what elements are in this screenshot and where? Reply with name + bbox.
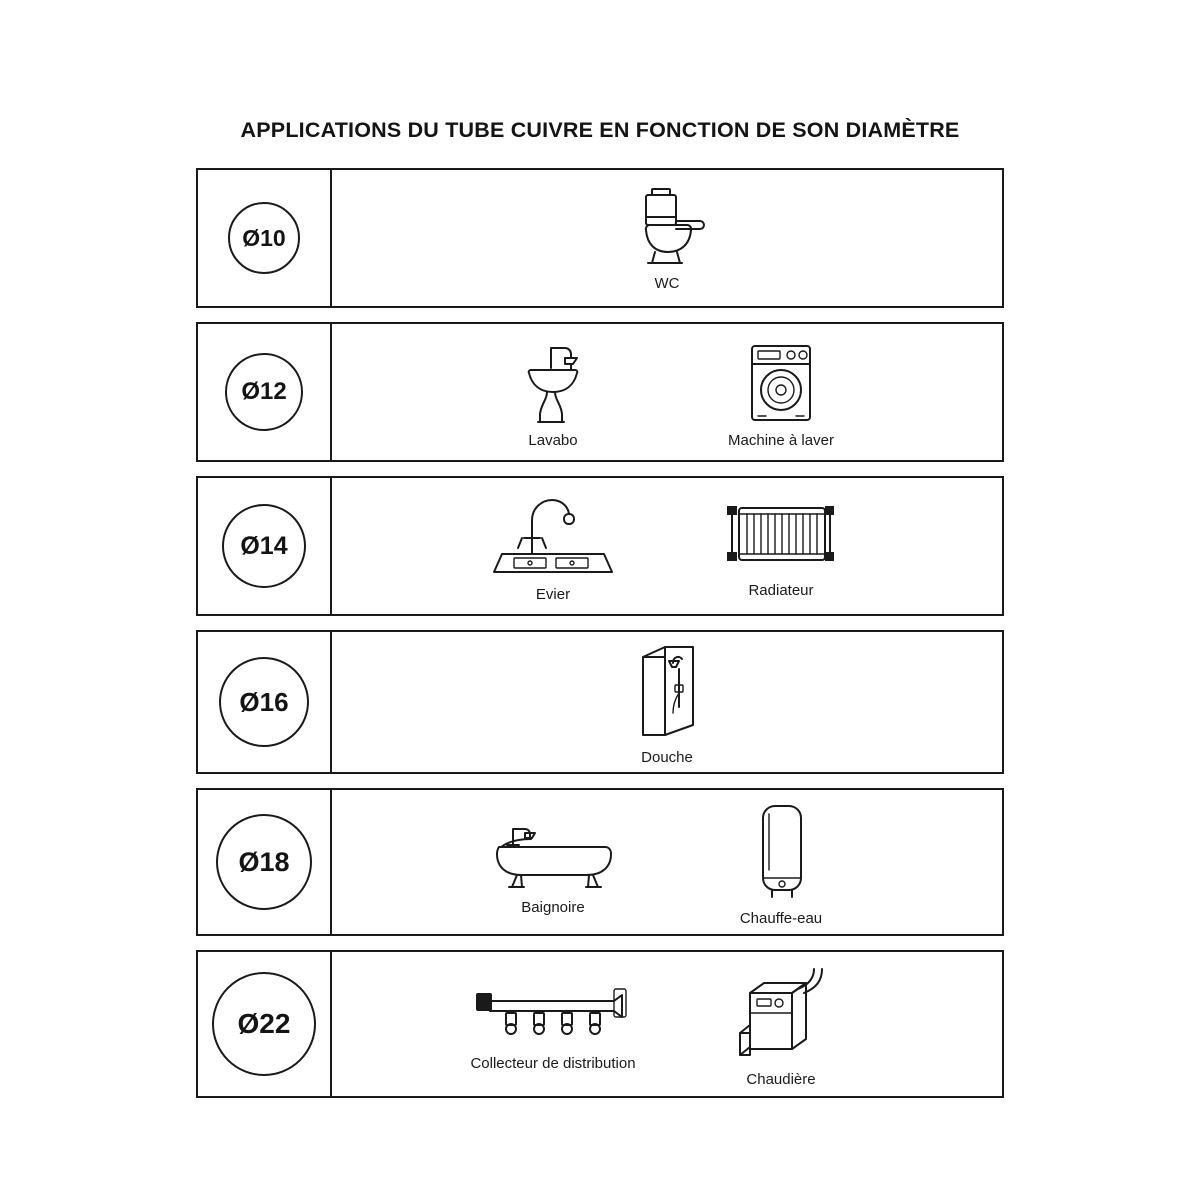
table-row xyxy=(196,168,1004,308)
washing-machine-icon xyxy=(736,338,826,426)
application-caption: Chaudière xyxy=(746,1070,816,1088)
diameter-badge: Ø16 xyxy=(219,657,309,747)
table-row xyxy=(196,322,1004,462)
applications-cell xyxy=(332,632,1002,772)
diameter-badge: Ø22 xyxy=(212,972,316,1076)
application-caption: Douche xyxy=(641,748,693,766)
application-item xyxy=(667,800,895,927)
diameter-badge: Ø14 xyxy=(222,504,306,588)
diameter-cell xyxy=(198,478,332,614)
table-row xyxy=(196,788,1004,936)
application-item xyxy=(439,979,667,1072)
radiator-icon xyxy=(721,496,841,576)
application-caption: Baignoire xyxy=(521,898,585,916)
application-caption: Radiateur xyxy=(748,581,814,599)
application-item xyxy=(667,496,895,599)
diameter-cell xyxy=(198,170,332,306)
bathtub-icon xyxy=(483,811,623,893)
shower-cabin-icon xyxy=(627,641,707,743)
applications-cell xyxy=(332,324,1002,460)
applications-cell xyxy=(332,790,1002,934)
application-item xyxy=(439,811,667,916)
water-heater-icon xyxy=(745,800,817,904)
application-caption: WC xyxy=(654,274,680,292)
diameter-applications-table xyxy=(196,168,1004,1098)
application-item xyxy=(439,492,667,603)
table-row xyxy=(196,630,1004,774)
diameter-cell xyxy=(198,790,332,934)
boiler-icon xyxy=(726,963,836,1065)
application-caption: Evier xyxy=(535,585,571,603)
table-row xyxy=(196,476,1004,616)
application-caption: Machine à laver xyxy=(728,431,834,449)
diameter-badge: Ø12 xyxy=(225,353,303,431)
application-item xyxy=(502,641,832,766)
applications-cell xyxy=(332,478,1002,614)
diameter-cell xyxy=(198,324,332,460)
diameter-cell xyxy=(198,632,332,772)
application-item xyxy=(667,963,895,1088)
washbasin-icon xyxy=(507,338,599,426)
application-caption: Lavabo xyxy=(528,431,578,449)
application-item xyxy=(502,187,832,292)
kitchen-sink-icon xyxy=(488,492,618,580)
application-caption: Chauffe-eau xyxy=(739,909,823,927)
diameter-badge: Ø10 xyxy=(228,202,300,274)
application-item xyxy=(439,338,667,449)
applications-cell xyxy=(332,170,1002,306)
diameter-badge: Ø18 xyxy=(216,814,312,910)
applications-cell xyxy=(332,952,1002,1096)
table-row xyxy=(196,950,1004,1098)
application-item xyxy=(667,338,895,449)
toilet-icon xyxy=(621,187,713,269)
diameter-cell xyxy=(198,952,332,1096)
page-title: APPLICATIONS DU TUBE CUIVRE EN FONCTION DE SON DIAMÈTRE xyxy=(240,118,960,142)
application-caption: Collecteur de distribution xyxy=(470,1054,636,1072)
manifold-icon xyxy=(468,979,638,1049)
